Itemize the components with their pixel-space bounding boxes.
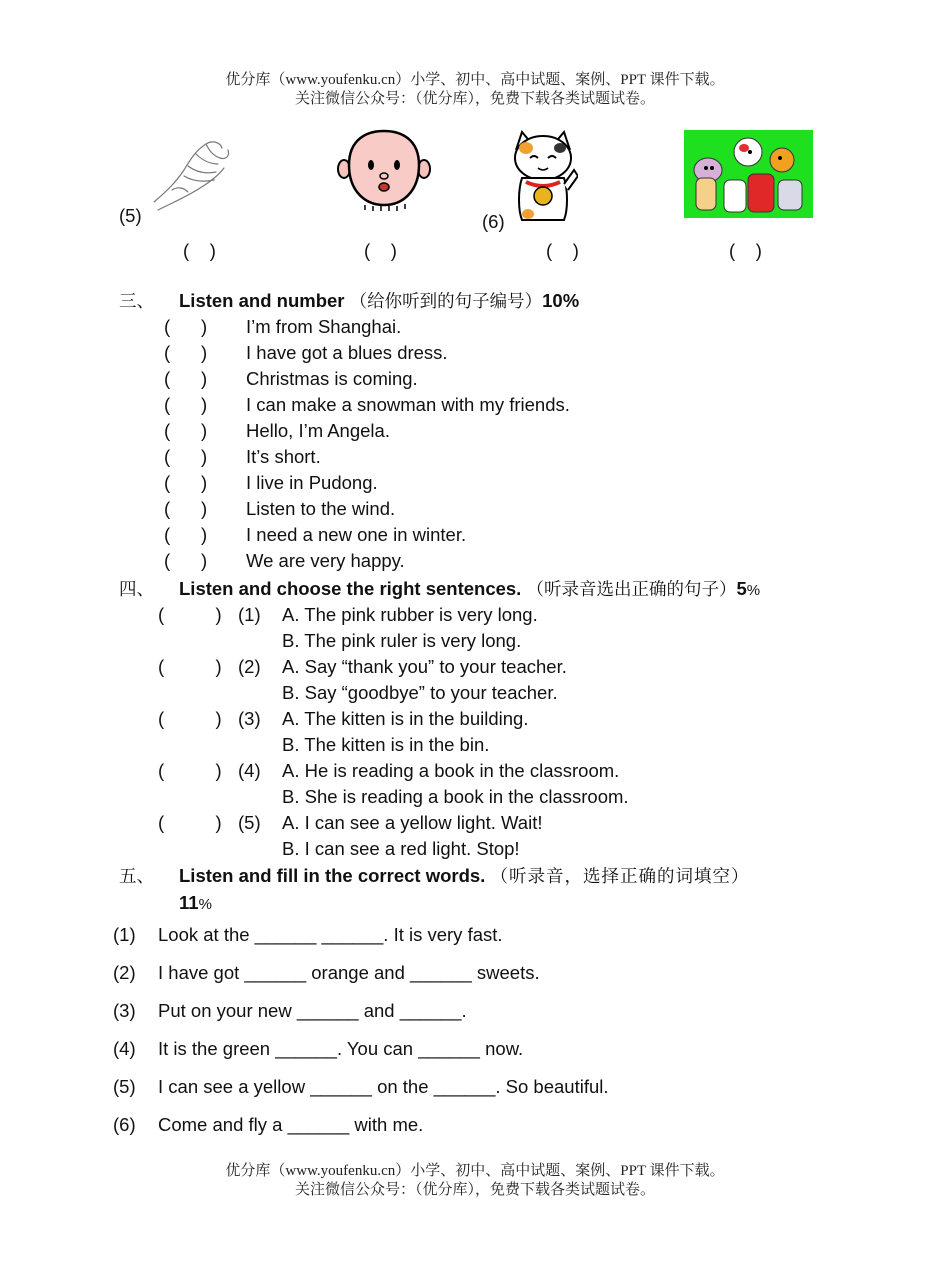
footer-line-1: 优分库（www.youfenku.cn）小学、初中、高中试题、案例、PPT 课件下载。	[225, 1163, 725, 1179]
section5-heading	[119, 865, 154, 888]
section4-option-b: B. She is reading a book in the classroom.	[282, 786, 629, 807]
section4-answer-blank[interactable]: ( )	[158, 760, 222, 781]
footer-line-2: 关注微信公众号：（优分库），免费下载各类试题试卷。	[294, 1182, 655, 1198]
section3-sentence: Hello, I’m Angela.	[246, 420, 390, 441]
section4-option-a: A. Say “thank you” to your teacher.	[282, 656, 567, 677]
picture-blank-1[interactable]: ( )	[183, 240, 216, 261]
section5-score-line	[179, 892, 212, 916]
section5-fill-sentence[interactable]: I have got ______ orange and ______ sweets.	[158, 962, 540, 983]
section5-question-number: (1)	[113, 924, 136, 945]
section3-title-line	[179, 290, 579, 313]
picture-label-5: (5)	[119, 205, 142, 226]
section3-sentence: We are very happy.	[246, 550, 405, 571]
section3-answer-blank[interactable]: ( )	[164, 524, 208, 545]
lucky-cat-picture	[508, 130, 578, 225]
section5-question-number: (3)	[113, 1000, 136, 1021]
section4-question-number: (4)	[238, 760, 261, 781]
section5-cn: （听录音，选择正确的词填空）	[490, 867, 750, 887]
section3-sentence: Christmas is coming.	[246, 368, 418, 389]
section3-answer-blank[interactable]: ( )	[164, 316, 208, 337]
section5-score: 11	[179, 892, 199, 913]
section4-option-a: A. The kitten is in the building.	[282, 708, 529, 729]
section4-answer-blank[interactable]: ( )	[158, 708, 222, 729]
section4-title-line	[179, 578, 760, 602]
section3-answer-blank[interactable]: ( )	[164, 368, 208, 389]
section3-answer-blank[interactable]: ( )	[164, 420, 208, 441]
section4-answer-blank[interactable]: ( )	[158, 656, 222, 677]
section5-title: Listen and fill in the correct words.	[179, 865, 486, 886]
section5-number: 五、	[119, 867, 154, 887]
section3-answer-blank[interactable]: ( )	[164, 446, 208, 467]
section4-option-b: B. The pink ruler is very long.	[282, 630, 522, 651]
section4-answer-blank[interactable]: ( )	[158, 812, 222, 833]
hand-picture	[148, 130, 236, 214]
section4-option-a: A. The pink rubber is very long.	[282, 604, 538, 625]
section3-title: Listen and number	[179, 290, 345, 311]
section4-option-b: B. I can see a red light. Stop!	[282, 838, 520, 859]
section5-question-number: (2)	[113, 962, 136, 983]
section4-score-pct: %	[746, 582, 761, 599]
section3-sentence: I can make a snowman with my friends.	[246, 394, 570, 415]
section4-cn: （听录音选出正确的句子）	[526, 580, 737, 600]
section3-sentence: I’m from Shanghai.	[246, 316, 402, 337]
cartoon-dogs-picture	[684, 130, 813, 218]
picture-blank-2[interactable]: ( )	[364, 240, 397, 261]
section4-question-number: (1)	[238, 604, 261, 625]
section5-fill-sentence[interactable]: I can see a yellow ______ on the ______. So beautiful.	[158, 1076, 609, 1097]
section3-sentence: It’s short.	[246, 446, 321, 467]
baby-face-picture	[337, 129, 431, 211]
section3-cn: （给你听到的句子编号）	[349, 292, 543, 312]
section4-title: Listen and choose the right sentences.	[179, 578, 522, 599]
section4-score: 5	[736, 578, 747, 599]
section4-answer-blank[interactable]: ( )	[158, 604, 222, 625]
section4-number: 四、	[119, 580, 154, 600]
section3-number: 三、	[119, 292, 154, 312]
picture-blank-3[interactable]: ( )	[546, 240, 579, 261]
picture-label-6: (6)	[482, 211, 505, 232]
header-line-2: 关注微信公众号：（优分库），免费下载各类试题试卷。	[294, 91, 655, 107]
section4-question-number: (3)	[238, 708, 261, 729]
section3-answer-blank[interactable]: ( )	[164, 342, 208, 363]
section3-sentence: I live in Pudong.	[246, 472, 378, 493]
section5-question-number: (6)	[113, 1114, 136, 1135]
section3-answer-blank[interactable]: ( )	[164, 498, 208, 519]
section5-fill-sentence[interactable]: Look at the ______ ______. It is very fast.	[158, 924, 503, 945]
section4-heading	[119, 578, 154, 601]
section4-option-b: B. Say “goodbye” to your teacher.	[282, 682, 558, 703]
section3-sentence: I have got a blues dress.	[246, 342, 448, 363]
section5-fill-sentence[interactable]: It is the green ______. You can ______ now.	[158, 1038, 524, 1059]
section3-heading	[119, 290, 154, 313]
section3-answer-blank[interactable]: ( )	[164, 394, 208, 415]
section3-score: 10%	[542, 290, 580, 311]
section4-option-a: A. He is reading a book in the classroom.	[282, 760, 620, 781]
section4-option-b: B. The kitten is in the bin.	[282, 734, 490, 755]
section5-fill-sentence[interactable]: Put on your new ______ and ______.	[158, 1000, 467, 1021]
section5-score-pct: %	[198, 896, 212, 913]
section3-sentence: Listen to the wind.	[246, 498, 396, 519]
section5-title-line	[179, 865, 749, 888]
picture-blank-4[interactable]: ( )	[729, 240, 762, 261]
section4-option-a: A. I can see a yellow light. Wait!	[282, 812, 543, 833]
section5-question-number: (5)	[113, 1076, 136, 1097]
section3-answer-blank[interactable]: ( )	[164, 550, 208, 571]
section5-question-number: (4)	[113, 1038, 136, 1059]
section5-fill-sentence[interactable]: Come and fly a ______ with me.	[158, 1114, 424, 1135]
header-line-1: 优分库（www.youfenku.cn）小学、初中、高中试题、案例、PPT 课件下载。	[225, 72, 725, 88]
section3-sentence: I need a new one in winter.	[246, 524, 467, 545]
section4-question-number: (2)	[238, 656, 261, 677]
section4-question-number: (5)	[238, 812, 261, 833]
section3-answer-blank[interactable]: ( )	[164, 472, 208, 493]
